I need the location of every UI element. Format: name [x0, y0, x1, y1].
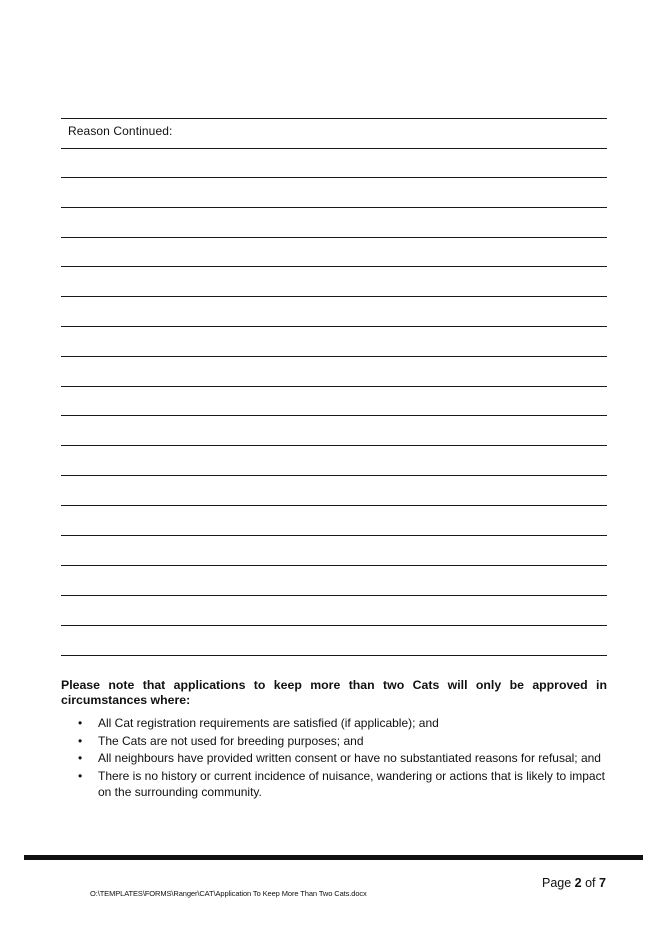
writing-line	[61, 595, 607, 596]
bullet-icon: •	[78, 733, 83, 748]
writing-line	[61, 266, 607, 267]
reason-continued-label: Reason Continued:	[68, 124, 173, 138]
page-prefix: Page	[542, 876, 575, 890]
approval-notice: Please note that applications to keep more than two Cats will only be approved in circumstances where:	[61, 678, 607, 707]
writing-line	[61, 207, 607, 208]
bullet-icon: •	[78, 751, 83, 765]
list-item	[61, 750, 607, 766]
writing-line	[61, 415, 607, 416]
page-of: of	[581, 876, 599, 890]
writing-line	[61, 237, 607, 238]
writing-line	[61, 565, 607, 566]
writing-line	[61, 356, 607, 357]
writing-line	[61, 505, 607, 506]
approval-conditions-list	[61, 715, 607, 801]
footer-divider	[24, 855, 643, 860]
list-item	[61, 768, 607, 800]
condition-text: The Cats are not used for breeding purposes; and	[98, 733, 364, 748]
condition-text: All neighbours have provided written consent or have no substantiated reasons for refusal; and	[98, 751, 601, 765]
condition-text: All Cat registration requirements are satisfied (if applicable); and	[98, 716, 439, 730]
list-item	[61, 733, 607, 749]
writing-line	[61, 475, 607, 476]
document-file-path: O:\TEMPLATES\FORMS\Ranger\CAT\Application To Keep More Than Two Cats.docx	[90, 889, 367, 898]
writing-line	[61, 445, 607, 446]
writing-line	[61, 386, 607, 387]
writing-line	[61, 177, 607, 178]
writing-line	[61, 118, 607, 119]
page-number	[542, 876, 606, 890]
writing-line	[61, 148, 607, 149]
bullet-icon: •	[78, 716, 83, 730]
writing-line	[61, 625, 607, 626]
list-item	[61, 715, 607, 731]
bullet-icon: •	[78, 768, 83, 783]
writing-line	[61, 655, 607, 656]
writing-line	[61, 296, 607, 297]
writing-line	[61, 535, 607, 536]
page-total: 7	[599, 876, 606, 890]
condition-text: There is no history or current incidence of nuisance, wandering or actions that is likely to impact on the surrounding community.	[98, 768, 605, 799]
page-current: 2	[574, 876, 582, 890]
writing-line	[61, 326, 607, 327]
